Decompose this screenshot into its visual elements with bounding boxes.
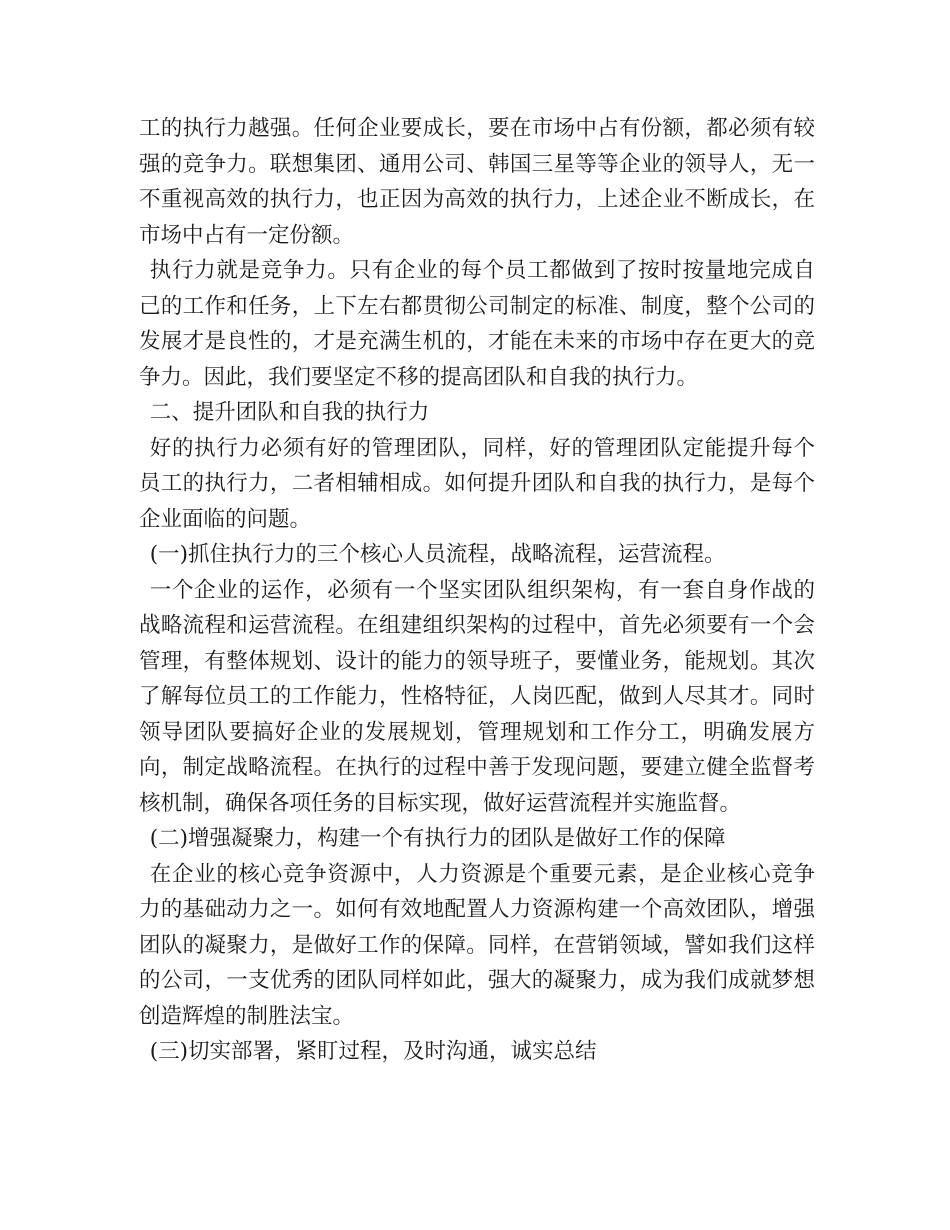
paragraph-management-team: 好的执行力必须有好的管理团队，同样，好的管理团队定能提升每个员工的执行力，二者相辅相成。如何提升团队和自我的执行力，是每个企业面临的问题。: [139, 435, 815, 532]
subheading-one: (一)抓住执行力的三个核心人员流程，战略流程，运营流程。: [149, 542, 726, 567]
subheading-two: (二)增强凝聚力，构建一个有执行力的团队是做好工作的保障: [149, 826, 726, 851]
paragraph-enterprise-operation: 一个企业的运作，必须有一个坚实团队组织架构，有一套自身作战的战略流程和运营流程。在组建组织架构的过程中，首先必须要有一个会管理，有整体规划、设计的能力的领导班子，要懂业务，能规划。其次了解每位员工的工作能力，性格特征，人岗匹配，做到人尽其才。同时领导团队要搞好企业的发展规划，管理规划和工作分工，明确发展方向，制定战略流程。在执行的过程中善于发现问题，要建立健全监督考核机制，确保各项任务的目标实现，做好运营流程并实施监督。: [139, 577, 815, 816]
paragraph-human-resources: 在企业的核心竞争资源中，人力资源是个重要元素，是企业核心竞争力的基础动力之一。如何有效地配置人力资源构建一个高效团队，增强团队的凝聚力，是做好工作的保障。同样，在营销领域，譬如我们这样的公司，一支优秀的团队同样如此，强大的凝聚力，成为我们成就梦想创造辉煌的制胜法宝。: [139, 861, 815, 1029]
paragraph-execution-is-competitiveness: 执行力就是竞争力。只有企业的每个员工都做到了按时按量地完成自己的工作和任务，上下左右都贯彻公司制定的标准、制度，整个公司的发展才是良性的，才是充满生机的，才能在未来的市场中存在更大的竞争力。因此，我们要坚定不移的提高团队和自我的执行力。: [139, 258, 815, 390]
subheading-three: (三)切实部署，紧盯过程，及时沟通，诚实总结: [149, 1039, 597, 1064]
paragraph-continued: 工的执行力越强。任何企业要成长，要在市场中占有份额，都必须有较强的竞争力。联想集团、通用公司、韩国三星等等企业的领导人，无一不重视高效的执行力，也正因为高效的执行力，上述企业不断成长，在市场中占有一定份额。: [139, 116, 815, 248]
document-body: [139, 111, 815, 1070]
section-heading-two: 二、提升团队和自我的执行力: [149, 400, 430, 425]
